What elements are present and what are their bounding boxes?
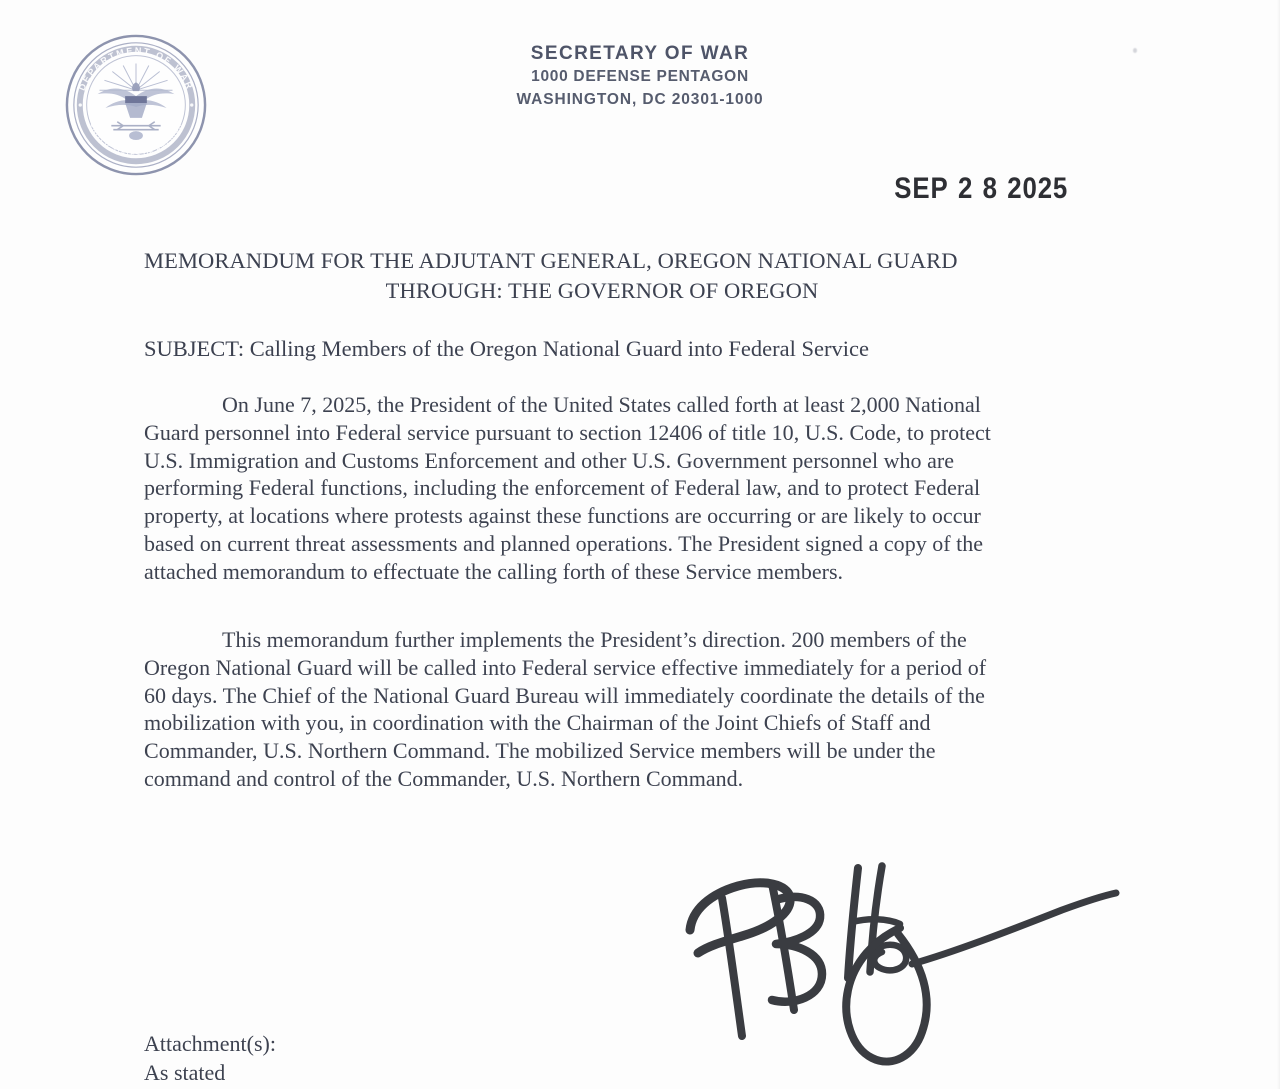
body-paragraph-2	[144, 626, 1120, 793]
paragraph-line: This memorandum further implements the President’s direction. 200 members of the	[222, 627, 967, 652]
date-stamp	[894, 172, 1068, 206]
paragraph-line: U.S. Immigration and Customs Enforcement and other U.S. Government personnel who are	[144, 447, 955, 473]
paragraph-line: attached memorandum to effectuate the calling forth of these Service members.	[144, 558, 844, 584]
subject-line: SUBJECT: Calling Members of the Oregon National Guard into Federal Service	[144, 336, 869, 361]
letterhead	[0, 43, 1280, 111]
date-stamp-year: 2025	[1007, 172, 1068, 205]
paragraph-line: performing Federal functions, including the enforcement of Federal law, and to protect Federal	[144, 475, 981, 501]
paragraph-line: based on current threat assessments and planned operations. The President signed a copy of the	[144, 530, 984, 556]
body-paragraph-1	[144, 391, 1120, 586]
date-stamp-day-second: 8	[982, 172, 998, 205]
paragraph-line: Oregon National Guard will be called into Federal service effective immediately for a period of	[144, 654, 987, 680]
svg-text:DEPARTMENT OF WAR: DEPARTMENT OF WAR	[76, 45, 196, 93]
svg-text:UNITED STATES OF AMERICA: UNITED STATES OF AMERICA	[88, 121, 184, 159]
date-stamp-day-first: 2	[957, 172, 974, 205]
paragraph-line: property, at locations where protests against these functions are occurring or are likely to occur	[144, 503, 981, 529]
paragraph-line: Commander, U.S. Northern Command. The mobilized Service members will be under the	[144, 738, 936, 764]
paragraph-line: mobilization with you, in coordination with the Chairman of the Joint Chiefs of Staff and	[144, 710, 931, 736]
attachment-label: Attachment(s):	[144, 1031, 276, 1056]
letterhead-city-zip: WASHINGTON, DC 20301-1000	[516, 91, 764, 108]
memo-heading	[144, 246, 1060, 306]
paragraph-line: command and control of the Commander, U.S. Northern Command.	[144, 765, 744, 791]
memo-heading-line1: MEMORANDUM FOR THE ADJUTANT GENERAL, OREGON NATIONAL GUARD	[144, 248, 958, 273]
letterhead-title: SECRETARY OF WAR	[530, 43, 750, 64]
memo-heading-line2: THROUGH: THE GOVERNOR OF OREGON	[385, 278, 819, 303]
paragraph-line: Guard personnel into Federal service pursuant to section 12406 of title 10, U.S. Code, to protect	[144, 419, 991, 445]
letterhead-address: 1000 DEFENSE PENTAGON	[531, 68, 749, 85]
attachment-block	[144, 1029, 276, 1087]
date-stamp-month: SEP	[894, 172, 949, 205]
handwritten-signature	[676, 860, 1136, 1085]
attachment-value: As stated	[144, 1060, 226, 1085]
paragraph-line: 60 days. The Chief of the National Guard Bureau will immediately coordinate the details of the	[144, 682, 985, 708]
paragraph-line: On June 7, 2025, the President of the United States called forth at least 2,000 National	[222, 392, 981, 417]
